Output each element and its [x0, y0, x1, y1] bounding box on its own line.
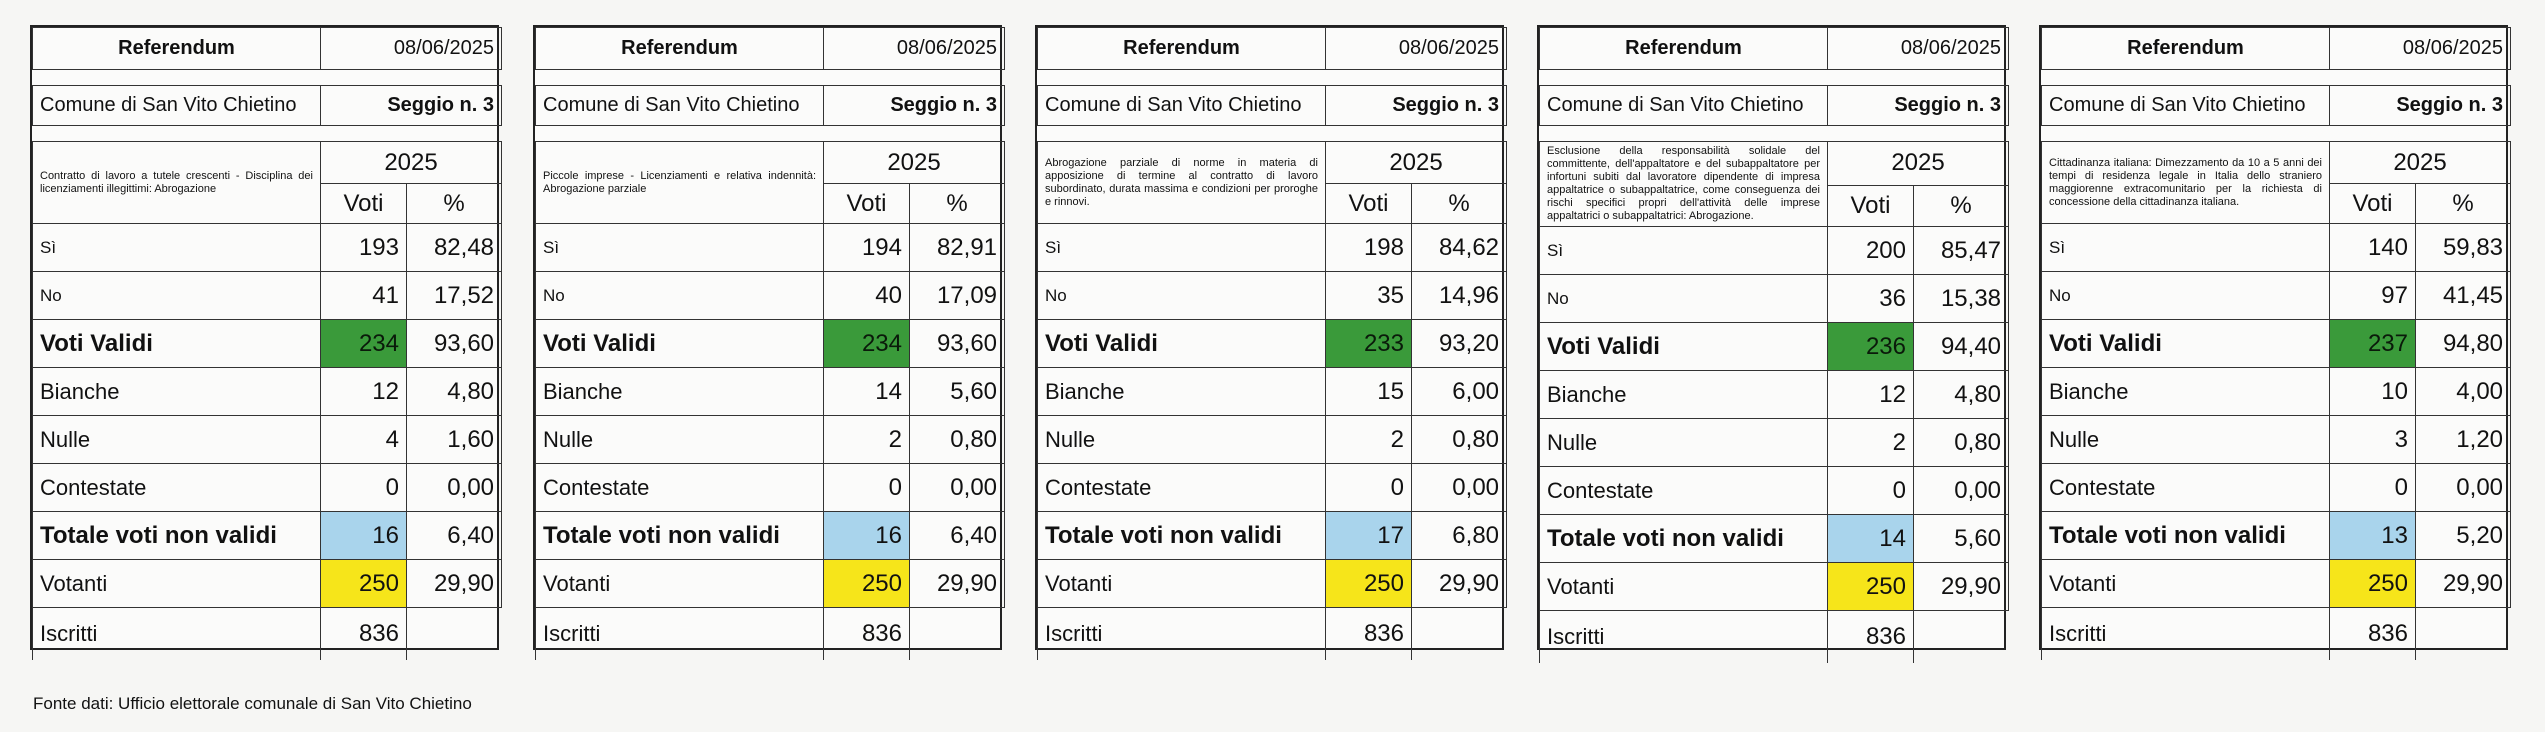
- row-label: Iscritti: [33, 608, 321, 660]
- spacer: [2042, 126, 2511, 142]
- sheet-date: 08/06/2025: [824, 28, 1005, 70]
- column-header-voti: Voti: [321, 184, 407, 224]
- percent-cell: 15,38: [1914, 275, 2009, 323]
- percent-cell: 0,00: [2416, 464, 2511, 512]
- row-label: Voti Validi: [33, 320, 321, 368]
- row-si: [1540, 227, 2009, 275]
- row-totale-non-validi: [33, 512, 502, 560]
- percent-cell: 17,09: [910, 272, 1005, 320]
- percent-cell: 94,40: [1914, 323, 2009, 371]
- row-si: [2042, 224, 2511, 272]
- percent-cell: 5,60: [910, 368, 1005, 416]
- percent-cell: 17,52: [407, 272, 502, 320]
- votes-cell-highlighted: 16: [824, 512, 910, 560]
- row-voti-validi: [33, 320, 502, 368]
- row-label: Sì: [1038, 224, 1326, 272]
- percent-cell: 41,45: [2416, 272, 2511, 320]
- year: 2025: [824, 142, 1005, 184]
- percent-cell: 93,60: [910, 320, 1005, 368]
- row-label: No: [1540, 275, 1828, 323]
- votes-cell: 3: [2330, 416, 2416, 464]
- sheet-date: 08/06/2025: [1326, 28, 1507, 70]
- percent-cell: 82,91: [910, 224, 1005, 272]
- row-nulle: [2042, 416, 2511, 464]
- row-label: No: [33, 272, 321, 320]
- results-table: [32, 27, 502, 660]
- percent-cell: 29,90: [2416, 560, 2511, 608]
- percent-cell: 0,00: [1914, 467, 2009, 515]
- percent-cell: 29,90: [1412, 560, 1507, 608]
- percent-cell: 29,90: [910, 560, 1005, 608]
- row-label: Votanti: [536, 560, 824, 608]
- row-label: Nulle: [33, 416, 321, 464]
- spacer: [1038, 70, 1507, 86]
- row-no: [2042, 272, 2511, 320]
- row-label: No: [536, 272, 824, 320]
- comune-name: Comune di San Vito Chietino: [33, 86, 321, 126]
- sheet-date: 08/06/2025: [2330, 28, 2511, 70]
- referendum-sheet: [1537, 25, 2006, 650]
- row-label: Contestate: [536, 464, 824, 512]
- sheet-title: Referendum: [1540, 28, 1828, 70]
- row-totale-non-validi: [1540, 515, 2009, 563]
- row-bianche: [1038, 368, 1507, 416]
- seggio-number: Seggio n. 3: [1326, 86, 1507, 126]
- row-label: Sì: [1540, 227, 1828, 275]
- row-label: Totale voti non validi: [1540, 515, 1828, 563]
- column-header-voti: Voti: [1326, 184, 1412, 224]
- empty-cell: [407, 608, 502, 660]
- row-label: Bianche: [1540, 371, 1828, 419]
- votes-cell: 198: [1326, 224, 1412, 272]
- row-totale-non-validi: [2042, 512, 2511, 560]
- votes-cell: 0: [321, 464, 407, 512]
- votes-cell: 0: [824, 464, 910, 512]
- referendum-sheet: [533, 25, 1002, 650]
- row-voti-validi: [1540, 323, 2009, 371]
- percent-cell: 5,20: [2416, 512, 2511, 560]
- row-contestate: [1540, 467, 2009, 515]
- row-si: [1038, 224, 1507, 272]
- row-label: Iscritti: [2042, 608, 2330, 660]
- votes-cell-highlighted: 17: [1326, 512, 1412, 560]
- results-table: [2041, 27, 2511, 660]
- row-totale-non-validi: [536, 512, 1005, 560]
- votes-cell-highlighted: 13: [2330, 512, 2416, 560]
- row-si: [536, 224, 1005, 272]
- votes-cell: 193: [321, 224, 407, 272]
- votes-cell: 12: [1828, 371, 1914, 419]
- row-label: Contestate: [2042, 464, 2330, 512]
- row-label: Votanti: [2042, 560, 2330, 608]
- seggio-number: Seggio n. 3: [824, 86, 1005, 126]
- row-label: Voti Validi: [536, 320, 824, 368]
- row-bianche: [536, 368, 1005, 416]
- spacer: [536, 70, 1005, 86]
- percent-cell: 4,80: [407, 368, 502, 416]
- row-voti-validi: [536, 320, 1005, 368]
- votes-cell: 0: [2330, 464, 2416, 512]
- row-votanti: [1038, 560, 1507, 608]
- percent-cell: 84,62: [1412, 224, 1507, 272]
- row-bianche: [1540, 371, 2009, 419]
- votes-cell: 2: [824, 416, 910, 464]
- percent-cell: 6,80: [1412, 512, 1507, 560]
- row-votanti: [536, 560, 1005, 608]
- row-label: Totale voti non validi: [2042, 512, 2330, 560]
- row-no: [536, 272, 1005, 320]
- row-label: Bianche: [2042, 368, 2330, 416]
- seggio-number: Seggio n. 3: [1828, 86, 2009, 126]
- votes-cell-highlighted: 14: [1828, 515, 1914, 563]
- votes-cell: 194: [824, 224, 910, 272]
- percent-cell: 82,48: [407, 224, 502, 272]
- votes-cell: 0: [1326, 464, 1412, 512]
- empty-cell: [910, 608, 1005, 660]
- votes-cell: 836: [824, 608, 910, 660]
- row-label: Votanti: [33, 560, 321, 608]
- votes-cell-highlighted: 250: [824, 560, 910, 608]
- row-iscritti: [2042, 608, 2511, 660]
- referendum-question: Esclusione della responsabilità solidale del committente, dell'appaltatore e del subappaltatore per infortuni subiti dal lavoratore dipendente di impresa appaltatrice o subappaltatrice, come conseguenza dei rischi specifici propri dell'attività delle imprese appaltatrici o subappaltatrici: Abrogazione.: [1540, 142, 1828, 227]
- percent-cell: 5,60: [1914, 515, 2009, 563]
- row-label: Bianche: [536, 368, 824, 416]
- row-no: [1540, 275, 2009, 323]
- votes-cell: 2: [1326, 416, 1412, 464]
- row-label: Contestate: [33, 464, 321, 512]
- referendum-sheet: [30, 25, 499, 650]
- column-header-voti: Voti: [824, 184, 910, 224]
- percent-cell: 4,00: [2416, 368, 2511, 416]
- row-label: Voti Validi: [1540, 323, 1828, 371]
- percent-cell: 85,47: [1914, 227, 2009, 275]
- comune-name: Comune di San Vito Chietino: [1540, 86, 1828, 126]
- row-votanti: [1540, 563, 2009, 611]
- row-label: Sì: [33, 224, 321, 272]
- votes-cell-highlighted: 237: [2330, 320, 2416, 368]
- votes-cell: 0: [1828, 467, 1914, 515]
- row-label: Nulle: [1540, 419, 1828, 467]
- referendum-sheet: [1035, 25, 1504, 650]
- votes-cell-highlighted: 250: [321, 560, 407, 608]
- percent-cell: 6,00: [1412, 368, 1507, 416]
- row-label: Nulle: [2042, 416, 2330, 464]
- votes-cell: 36: [1828, 275, 1914, 323]
- row-label: Iscritti: [1540, 611, 1828, 663]
- column-header-voti: Voti: [2330, 184, 2416, 224]
- percent-cell: 93,20: [1412, 320, 1507, 368]
- row-nulle: [33, 416, 502, 464]
- year: 2025: [1326, 142, 1507, 184]
- referendum-question: Piccole imprese - Licenziamenti e relativa indennità: Abrogazione parziale: [536, 142, 824, 224]
- votes-cell: 35: [1326, 272, 1412, 320]
- comune-name: Comune di San Vito Chietino: [1038, 86, 1326, 126]
- row-iscritti: [33, 608, 502, 660]
- percent-cell: 1,60: [407, 416, 502, 464]
- percent-cell: 0,00: [407, 464, 502, 512]
- percent-cell: 0,80: [910, 416, 1005, 464]
- row-iscritti: [1540, 611, 2009, 663]
- votes-cell: 12: [321, 368, 407, 416]
- empty-cell: [1412, 608, 1507, 660]
- votes-cell: 14: [824, 368, 910, 416]
- votes-cell: 4: [321, 416, 407, 464]
- votes-cell-highlighted: 250: [2330, 560, 2416, 608]
- row-contestate: [2042, 464, 2511, 512]
- spacer: [536, 126, 1005, 142]
- row-label: Totale voti non validi: [33, 512, 321, 560]
- row-label: Contestate: [1540, 467, 1828, 515]
- row-label: Voti Validi: [2042, 320, 2330, 368]
- year: 2025: [1828, 142, 2009, 186]
- row-label: Votanti: [1540, 563, 1828, 611]
- empty-cell: [1914, 611, 2009, 663]
- comune-name: Comune di San Vito Chietino: [536, 86, 824, 126]
- row-contestate: [1038, 464, 1507, 512]
- column-header-voti: Voti: [1828, 185, 1914, 226]
- percent-cell: 14,96: [1412, 272, 1507, 320]
- percent-cell: 93,60: [407, 320, 502, 368]
- row-label: Votanti: [1038, 560, 1326, 608]
- votes-cell: 97: [2330, 272, 2416, 320]
- percent-cell: 29,90: [407, 560, 502, 608]
- votes-cell: 140: [2330, 224, 2416, 272]
- spacer: [33, 126, 502, 142]
- results-table: [535, 27, 1005, 660]
- votes-cell-highlighted: 234: [824, 320, 910, 368]
- seggio-number: Seggio n. 3: [321, 86, 502, 126]
- row-si: [33, 224, 502, 272]
- row-votanti: [33, 560, 502, 608]
- votes-cell: 10: [2330, 368, 2416, 416]
- row-label: Sì: [2042, 224, 2330, 272]
- referendum-sheet: [2039, 25, 2508, 650]
- percent-cell: 29,90: [1914, 563, 2009, 611]
- row-label: Totale voti non validi: [536, 512, 824, 560]
- percent-cell: 6,40: [407, 512, 502, 560]
- row-voti-validi: [1038, 320, 1507, 368]
- votes-cell-highlighted: 234: [321, 320, 407, 368]
- percent-cell: 4,80: [1914, 371, 2009, 419]
- votes-cell: 836: [2330, 608, 2416, 660]
- votes-cell-highlighted: 16: [321, 512, 407, 560]
- votes-cell: 836: [321, 608, 407, 660]
- percent-cell: 0,80: [1412, 416, 1507, 464]
- percent-cell: 1,20: [2416, 416, 2511, 464]
- votes-cell: 40: [824, 272, 910, 320]
- row-label: Voti Validi: [1038, 320, 1326, 368]
- percent-cell: 0,00: [1412, 464, 1507, 512]
- row-label: Nulle: [1038, 416, 1326, 464]
- votes-cell: 836: [1326, 608, 1412, 660]
- sheet-title: Referendum: [1038, 28, 1326, 70]
- votes-cell: 200: [1828, 227, 1914, 275]
- row-nulle: [536, 416, 1005, 464]
- comune-name: Comune di San Vito Chietino: [2042, 86, 2330, 126]
- percent-cell: 94,80: [2416, 320, 2511, 368]
- spacer: [1540, 70, 2009, 86]
- votes-cell-highlighted: 233: [1326, 320, 1412, 368]
- percent-cell: 59,83: [2416, 224, 2511, 272]
- column-header-percent: %: [1914, 185, 2009, 226]
- row-iscritti: [1038, 608, 1507, 660]
- column-header-percent: %: [407, 184, 502, 224]
- row-contestate: [33, 464, 502, 512]
- column-header-percent: %: [910, 184, 1005, 224]
- empty-cell: [2416, 608, 2511, 660]
- row-label: Contestate: [1038, 464, 1326, 512]
- votes-cell-highlighted: 236: [1828, 323, 1914, 371]
- spacer: [1038, 126, 1507, 142]
- sheet-date: 08/06/2025: [1828, 28, 2009, 70]
- votes-cell-highlighted: 250: [1828, 563, 1914, 611]
- sheet-title: Referendum: [536, 28, 824, 70]
- sheet-date: 08/06/2025: [321, 28, 502, 70]
- row-iscritti: [536, 608, 1005, 660]
- sheet-title: Referendum: [33, 28, 321, 70]
- referendum-question: Abrogazione parziale di norme in materia di apposizione di termine al contratto di lavoro subordinato, durata massima e condizioni per proroghe e rinnovi.: [1038, 142, 1326, 224]
- year: 2025: [321, 142, 502, 184]
- row-no: [1038, 272, 1507, 320]
- row-bianche: [33, 368, 502, 416]
- column-header-percent: %: [2416, 184, 2511, 224]
- row-label: Nulle: [536, 416, 824, 464]
- sheet-title: Referendum: [2042, 28, 2330, 70]
- row-label: Iscritti: [1038, 608, 1326, 660]
- percent-cell: 0,80: [1914, 419, 2009, 467]
- row-totale-non-validi: [1038, 512, 1507, 560]
- votes-cell-highlighted: 250: [1326, 560, 1412, 608]
- row-no: [33, 272, 502, 320]
- votes-cell: 2: [1828, 419, 1914, 467]
- row-label: Totale voti non validi: [1038, 512, 1326, 560]
- row-label: No: [2042, 272, 2330, 320]
- results-table: [1037, 27, 1507, 660]
- spacer: [1540, 126, 2009, 142]
- votes-cell: 836: [1828, 611, 1914, 663]
- row-label: Bianche: [33, 368, 321, 416]
- row-votanti: [2042, 560, 2511, 608]
- row-nulle: [1540, 419, 2009, 467]
- votes-cell: 15: [1326, 368, 1412, 416]
- percent-cell: 6,40: [910, 512, 1005, 560]
- row-nulle: [1038, 416, 1507, 464]
- referendum-question: Contratto di lavoro a tutele crescenti - Disciplina dei licenziamenti illegittimi: Abrogazione: [33, 142, 321, 224]
- seggio-number: Seggio n. 3: [2330, 86, 2511, 126]
- source-footnote: Fonte dati: Ufficio elettorale comunale di San Vito Chietino: [33, 694, 472, 713]
- row-bianche: [2042, 368, 2511, 416]
- column-header-percent: %: [1412, 184, 1507, 224]
- row-contestate: [536, 464, 1005, 512]
- row-label: No: [1038, 272, 1326, 320]
- row-label: Sì: [536, 224, 824, 272]
- spacer: [33, 70, 502, 86]
- row-label: Iscritti: [536, 608, 824, 660]
- year: 2025: [2330, 142, 2511, 184]
- percent-cell: 0,00: [910, 464, 1005, 512]
- spacer: [2042, 70, 2511, 86]
- votes-cell: 41: [321, 272, 407, 320]
- row-voti-validi: [2042, 320, 2511, 368]
- results-table: [1539, 27, 2009, 663]
- row-label: Bianche: [1038, 368, 1326, 416]
- referendum-question: Cittadinanza italiana: Dimezzamento da 10 a 5 anni dei tempi di residenza legale in Italia dello straniero maggiorenne extracomunitario per la richiesta di concessione della cittadinanza italiana.: [2042, 142, 2330, 224]
